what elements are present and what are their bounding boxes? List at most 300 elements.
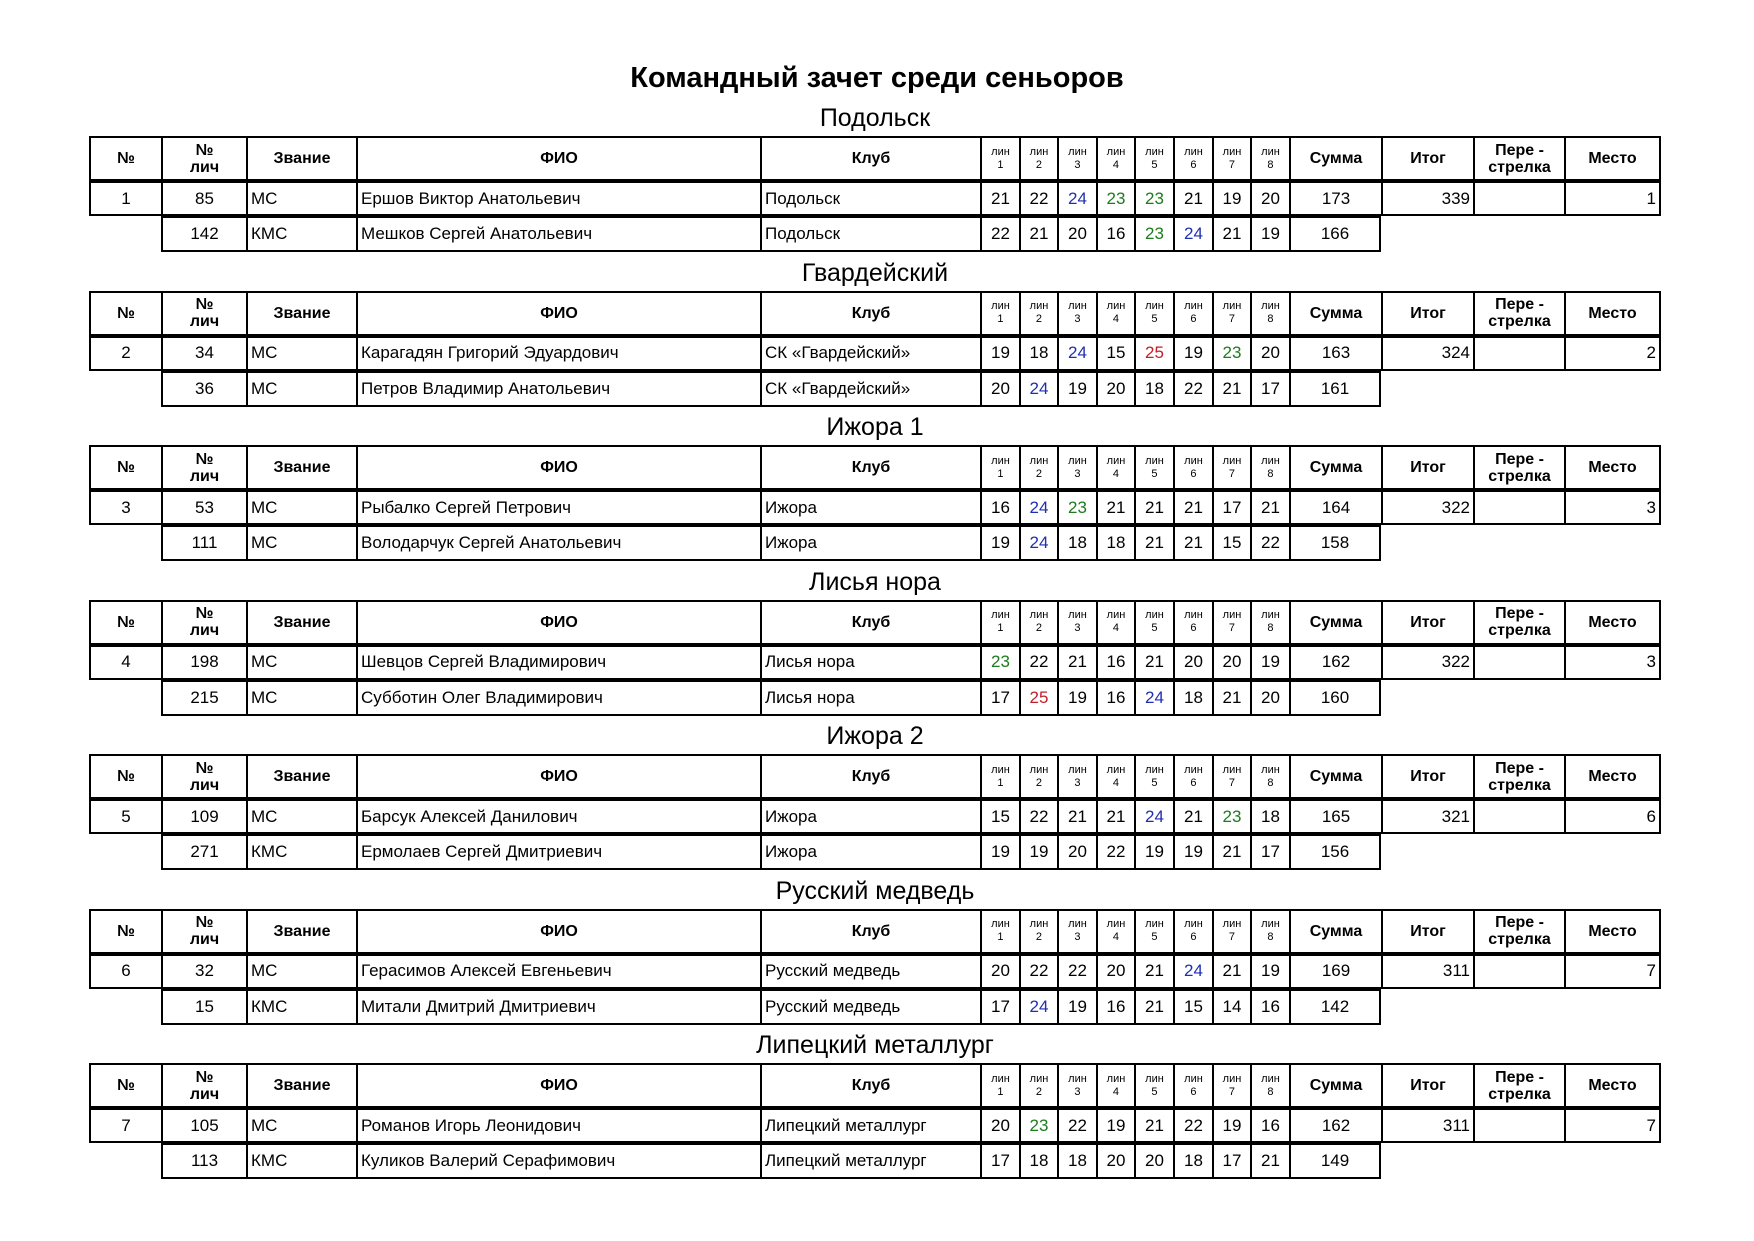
header-label [190, 451, 219, 485]
line-score: 18 [1019, 1143, 1057, 1179]
shootoff-cell [1473, 645, 1564, 680]
team-block [89, 722, 1661, 872]
header-label [190, 1069, 219, 1103]
header-rank: Звание [246, 754, 356, 799]
header-line-bottom: 8 [1267, 776, 1274, 789]
header-line [1212, 136, 1250, 181]
header-label [1145, 300, 1164, 326]
header-label [1145, 609, 1164, 635]
header-line-bottom: 1 [997, 467, 1004, 480]
header-no: № [89, 600, 161, 645]
header-lich-bottom: лич [189, 1085, 220, 1103]
line-score: 21 [1250, 490, 1289, 525]
header-label [1488, 760, 1550, 794]
header-line-bottom: 8 [1267, 158, 1274, 171]
header-line-bottom: 2 [1035, 467, 1043, 480]
header-line-top: лин [1222, 300, 1242, 312]
header-line-bottom: 6 [1190, 622, 1197, 634]
header-label [1107, 918, 1126, 944]
header-total: Итог [1381, 291, 1473, 336]
header-rank: Звание [246, 600, 356, 645]
header-label [190, 296, 219, 330]
team-total: 324 [1381, 336, 1473, 371]
line-score: 21 [1134, 525, 1173, 561]
header-line [1173, 909, 1212, 954]
header-line-top: лин [1184, 763, 1203, 776]
header-label [1223, 1073, 1242, 1099]
line-score: 24 [1019, 525, 1057, 561]
header-line-top: лин [1145, 145, 1164, 158]
header-lich-bottom: лич [189, 467, 220, 485]
line-score: 15 [1173, 989, 1212, 1025]
header-line-bottom: 7 [1228, 313, 1236, 325]
shootoff-cell [1473, 954, 1564, 989]
athlete-name: Герасимов Алексей Евгеньевич [356, 954, 760, 989]
header-line-top: лин [1222, 145, 1242, 158]
header-line-top: лин [1261, 145, 1280, 158]
header-place: Место [1564, 754, 1661, 799]
team-place: 7 [1564, 954, 1661, 989]
header-shootoff-bottom: стрелка [1488, 931, 1551, 948]
header-line [980, 600, 1019, 645]
team-number: 7 [89, 1108, 161, 1143]
line-score: 17 [1212, 1143, 1250, 1179]
header-line-top: лин [1222, 918, 1242, 930]
athlete-name: Куликов Валерий Серафимович [356, 1143, 760, 1179]
header-line-bottom: 8 [1267, 467, 1274, 480]
header-line-top: лин [1184, 1072, 1203, 1085]
header-label [991, 609, 1010, 635]
line-score: 22 [1019, 645, 1057, 680]
club-cell: Подольск [760, 181, 980, 216]
header-label [1184, 764, 1203, 790]
header-total: Итог [1381, 1063, 1473, 1108]
header-line-top: лин [1261, 300, 1280, 312]
header-sum: Сумма [1289, 909, 1381, 954]
header-label [1030, 300, 1049, 326]
header-line-top: лин [1068, 1072, 1087, 1085]
header-line [1212, 600, 1250, 645]
header-line-bottom: 4 [1112, 158, 1120, 171]
header-line-top: лин [1184, 454, 1203, 467]
athlete-name: Барсук Алексей Данилович [356, 799, 760, 834]
personal-number: 53 [161, 490, 246, 525]
rank-cell: КМС [246, 216, 356, 252]
header-line [1250, 754, 1289, 799]
line-score: 19 [1250, 216, 1289, 252]
club-cell: Подольск [760, 216, 980, 252]
line-score: 19 [1250, 645, 1289, 680]
team-number: 3 [89, 490, 161, 525]
header-rank: Звание [246, 291, 356, 336]
header-line [1057, 291, 1096, 336]
rank-cell: МС [246, 181, 356, 216]
header-line-bottom: 2 [1035, 1085, 1043, 1098]
club-cell: Ижора [760, 834, 980, 870]
sum-cell: 162 [1289, 1108, 1381, 1143]
rank-cell: МС [246, 1108, 356, 1143]
header-line-top: лин [1106, 1072, 1126, 1085]
line-score: 20 [1250, 181, 1289, 216]
team-total: 311 [1381, 1108, 1473, 1143]
header-line-bottom: 5 [1151, 931, 1158, 943]
header-label [1261, 146, 1280, 172]
header-line-bottom: 3 [1074, 158, 1081, 171]
rank-cell: МС [246, 954, 356, 989]
header-line-top: лин [1222, 1072, 1242, 1085]
page-title: Командный зачет среди сеньоров [630, 62, 1124, 94]
rank-cell: КМС [246, 834, 356, 870]
header-shootoff [1473, 1063, 1564, 1108]
header-lich-top: № [195, 1068, 214, 1086]
club-cell: Русский медведь [760, 954, 980, 989]
header-line [1019, 754, 1057, 799]
header-line [1134, 445, 1173, 490]
header-shootoff-bottom: стрелка [1488, 313, 1551, 330]
header-label [1488, 605, 1550, 639]
line-score: 18 [1134, 371, 1173, 407]
personal-number: 105 [161, 1108, 246, 1143]
header-lich [161, 754, 246, 799]
header-label [991, 764, 1010, 790]
line-score: 20 [1134, 1143, 1173, 1179]
header-shootoff [1473, 909, 1564, 954]
personal-number: 85 [161, 181, 246, 216]
header-line-bottom: 1 [997, 622, 1004, 634]
header-line-bottom: 5 [1151, 776, 1158, 789]
header-line-top: лин [1029, 454, 1049, 467]
club-cell: Ижора [760, 490, 980, 525]
header-line-bottom: 4 [1112, 622, 1120, 634]
rank-cell: МС [246, 336, 356, 371]
header-label [1068, 918, 1087, 944]
athlete-name: Ершов Виктор Анатольевич [356, 181, 760, 216]
rank-cell: МС [246, 525, 356, 561]
header-line-top: лин [991, 918, 1010, 930]
header-label [1184, 1073, 1203, 1099]
team-place: 7 [1564, 1108, 1661, 1143]
header-label [1184, 455, 1203, 481]
line-score: 18 [1057, 525, 1096, 561]
header-rank: Звание [246, 136, 356, 181]
header-label [1223, 146, 1242, 172]
personal-number: 15 [161, 989, 246, 1025]
line-score: 23 [1019, 1108, 1057, 1143]
team-total: 321 [1381, 799, 1473, 834]
header-line [1096, 445, 1134, 490]
header-label [190, 605, 219, 639]
header-lich-bottom: лич [189, 931, 220, 948]
sum-cell: 173 [1289, 181, 1381, 216]
line-score: 23 [1212, 799, 1250, 834]
line-score: 25 [1134, 336, 1173, 371]
team-name: Липецкий металлург [756, 1031, 994, 1059]
sum-cell: 160 [1289, 680, 1381, 716]
header-line [1212, 909, 1250, 954]
header-no: № [89, 445, 161, 490]
header-line-top: лин [991, 763, 1010, 776]
athlete-name: Рыбалко Сергей Петрович [356, 490, 760, 525]
header-line-bottom: 2 [1035, 931, 1043, 943]
header-line-bottom: 1 [997, 776, 1004, 789]
header-shootoff-bottom: стрелка [1488, 467, 1551, 485]
header-shootoff [1473, 754, 1564, 799]
header-line-bottom: 5 [1151, 622, 1158, 634]
header-line-bottom: 3 [1074, 467, 1081, 480]
club-cell: Лисья нора [760, 680, 980, 716]
header-line-top: лин [1145, 1072, 1164, 1085]
sum-cell: 163 [1289, 336, 1381, 371]
header-line-top: лин [1261, 454, 1280, 467]
team-name: Лисья нора [809, 567, 941, 596]
line-score: 16 [1250, 989, 1289, 1025]
sum-cell: 162 [1289, 645, 1381, 680]
header-line [1057, 909, 1096, 954]
line-score: 18 [1096, 525, 1134, 561]
line-score: 21 [1134, 954, 1173, 989]
header-label [1030, 455, 1049, 481]
header-line-bottom: 5 [1151, 467, 1158, 480]
personal-number: 32 [161, 954, 246, 989]
header-line-bottom: 4 [1112, 931, 1120, 943]
line-score: 17 [1212, 490, 1250, 525]
line-score: 22 [1019, 799, 1057, 834]
team-name: Русский медведь [775, 876, 975, 905]
header-line-bottom: 7 [1228, 931, 1236, 943]
header-line-top: лин [1106, 918, 1126, 930]
header-line [980, 1063, 1019, 1108]
header-line-bottom: 6 [1190, 1085, 1197, 1098]
header-club: Клуб [760, 1063, 980, 1108]
header-line-bottom: 4 [1112, 467, 1120, 480]
header-label [1030, 1073, 1049, 1099]
sum-cell: 161 [1289, 371, 1381, 407]
club-cell: СК «Гвардейский» [760, 371, 980, 407]
team-total: 322 [1381, 490, 1473, 525]
header-label [1223, 300, 1242, 326]
personal-number: 142 [161, 216, 246, 252]
header-shootoff-top: Пере - [1495, 141, 1544, 159]
rank-cell: КМС [246, 989, 356, 1025]
header-label [1107, 609, 1126, 635]
header-shootoff [1473, 291, 1564, 336]
header-shootoff [1473, 600, 1564, 645]
header-line-top: лин [1222, 763, 1242, 776]
header-line [1173, 754, 1212, 799]
team-block [89, 104, 1661, 254]
line-score: 19 [1250, 954, 1289, 989]
header-line [1173, 136, 1212, 181]
header-line [1250, 1063, 1289, 1108]
line-score: 20 [1096, 371, 1134, 407]
line-score: 21 [1212, 954, 1250, 989]
header-line [1096, 909, 1134, 954]
team-name: Гвардейский [801, 258, 949, 287]
line-score: 19 [1019, 834, 1057, 870]
header-shootoff-bottom: стрелка [1488, 622, 1551, 639]
personal-number: 198 [161, 645, 246, 680]
header-line [1212, 445, 1250, 490]
team-place: 6 [1564, 799, 1661, 834]
header-line-top: лин [1106, 300, 1126, 312]
club-cell: Лисья нора [760, 645, 980, 680]
header-line-top: лин [1261, 763, 1280, 776]
header-line-bottom: 7 [1228, 158, 1236, 171]
header-label [1145, 764, 1164, 790]
header-lich-top: № [195, 141, 214, 159]
header-line-top: лин [1029, 763, 1049, 776]
line-score: 19 [1173, 834, 1212, 870]
team-block [89, 568, 1661, 718]
team-name: Подольск [819, 104, 931, 132]
header-place: Место [1564, 291, 1661, 336]
header-line-bottom: 1 [997, 1085, 1004, 1098]
header-line-top: лин [991, 454, 1010, 467]
header-label [1107, 1073, 1126, 1099]
header-line-top: лин [1068, 763, 1087, 776]
line-score: 15 [980, 799, 1019, 834]
line-score: 21 [1057, 799, 1096, 834]
line-score: 21 [1096, 490, 1134, 525]
header-line-bottom: 3 [1074, 1085, 1081, 1098]
header-rank: Звание [246, 445, 356, 490]
header-line [1250, 909, 1289, 954]
header-line-bottom: 4 [1112, 1085, 1120, 1098]
header-line-bottom: 1 [997, 931, 1004, 943]
header-label [1107, 146, 1126, 172]
team-number: 6 [89, 954, 161, 989]
header-shootoff [1473, 445, 1564, 490]
header-line [980, 445, 1019, 490]
team-block [89, 1031, 1661, 1181]
header-line-bottom: 5 [1151, 158, 1158, 171]
header-club: Клуб [760, 909, 980, 954]
athlete-name: Романов Игорь Леонидович [356, 1108, 760, 1143]
line-score: 17 [1250, 371, 1289, 407]
header-line-top: лин [1068, 145, 1087, 158]
header-line-bottom: 4 [1112, 313, 1120, 325]
header-lich [161, 1063, 246, 1108]
header-lich [161, 909, 246, 954]
line-score: 19 [1212, 1108, 1250, 1143]
header-label [1068, 764, 1087, 790]
header-label [1145, 455, 1164, 481]
personal-number: 109 [161, 799, 246, 834]
header-line-bottom: 8 [1267, 622, 1274, 634]
header-line-top: лин [1068, 300, 1087, 312]
header-line-bottom: 8 [1267, 313, 1274, 325]
header-line-top: лин [1029, 300, 1049, 312]
athlete-name: Ермолаев Сергей Дмитриевич [356, 834, 760, 870]
header-lich [161, 445, 246, 490]
header-line-top: лин [1184, 918, 1203, 930]
line-score: 18 [1173, 680, 1212, 716]
header-line-top: лин [1145, 454, 1164, 467]
header-no: № [89, 754, 161, 799]
athlete-name: Субботин Олег Владимирович [356, 680, 760, 716]
header-total: Итог [1381, 600, 1473, 645]
line-score: 19 [1057, 680, 1096, 716]
header-label [1107, 455, 1126, 481]
header-place: Место [1564, 1063, 1661, 1108]
sum-cell: 166 [1289, 216, 1381, 252]
line-score: 21 [1019, 216, 1057, 252]
header-label [1107, 300, 1126, 326]
line-score: 21 [1212, 216, 1250, 252]
header-line-bottom: 8 [1267, 931, 1274, 943]
header-lich [161, 600, 246, 645]
line-score: 21 [1250, 1143, 1289, 1179]
header-label [190, 914, 219, 948]
sum-cell: 156 [1289, 834, 1381, 870]
header-label [1488, 451, 1550, 485]
header-line [1173, 1063, 1212, 1108]
rank-cell: МС [246, 799, 356, 834]
header-label [190, 760, 219, 794]
header-line [1250, 291, 1289, 336]
header-label [1068, 146, 1087, 172]
line-score: 24 [1173, 954, 1212, 989]
header-club: Клуб [760, 754, 980, 799]
line-score: 25 [1019, 680, 1057, 716]
header-line [1057, 1063, 1096, 1108]
sum-cell: 165 [1289, 799, 1381, 834]
header-shootoff-top: Пере - [1495, 759, 1544, 777]
line-score: 15 [1212, 525, 1250, 561]
line-score: 23 [1134, 181, 1173, 216]
header-line-top: лин [1029, 1072, 1049, 1085]
club-cell: Русский медведь [760, 989, 980, 1025]
line-score: 24 [1019, 371, 1057, 407]
header-label [1223, 455, 1242, 481]
header-lich-top: № [195, 914, 214, 931]
line-score: 18 [1173, 1143, 1212, 1179]
header-shootoff-top: Пере - [1495, 605, 1544, 622]
header-lich-top: № [195, 296, 214, 313]
line-score: 19 [1173, 336, 1212, 371]
header-label [1068, 1073, 1087, 1099]
line-score: 14 [1212, 989, 1250, 1025]
team-number: 2 [89, 336, 161, 371]
header-line-bottom: 7 [1228, 776, 1236, 789]
header-line-bottom: 6 [1190, 467, 1197, 480]
header-line-bottom: 6 [1190, 158, 1197, 171]
header-label [1068, 455, 1087, 481]
header-label [1223, 764, 1242, 790]
header-line [1019, 1063, 1057, 1108]
rank-cell: МС [246, 490, 356, 525]
line-score: 21 [1173, 490, 1212, 525]
header-sum: Сумма [1289, 136, 1381, 181]
header-label [991, 918, 1010, 944]
header-line [1019, 445, 1057, 490]
header-label [1030, 146, 1049, 172]
line-score: 20 [1250, 336, 1289, 371]
header-shootoff-bottom: стрелка [1488, 776, 1551, 794]
line-score: 19 [1134, 834, 1173, 870]
header-lich-bottom: лич [189, 158, 220, 176]
header-line-top: лин [1106, 454, 1126, 467]
header-line-bottom: 8 [1267, 1085, 1274, 1098]
line-score: 24 [1019, 490, 1057, 525]
line-score: 20 [980, 954, 1019, 989]
team-total: 322 [1381, 645, 1473, 680]
header-lich [161, 291, 246, 336]
line-score: 22 [1057, 954, 1096, 989]
header-line [1134, 291, 1173, 336]
line-score: 17 [1250, 834, 1289, 870]
header-line-top: лин [1184, 300, 1203, 312]
